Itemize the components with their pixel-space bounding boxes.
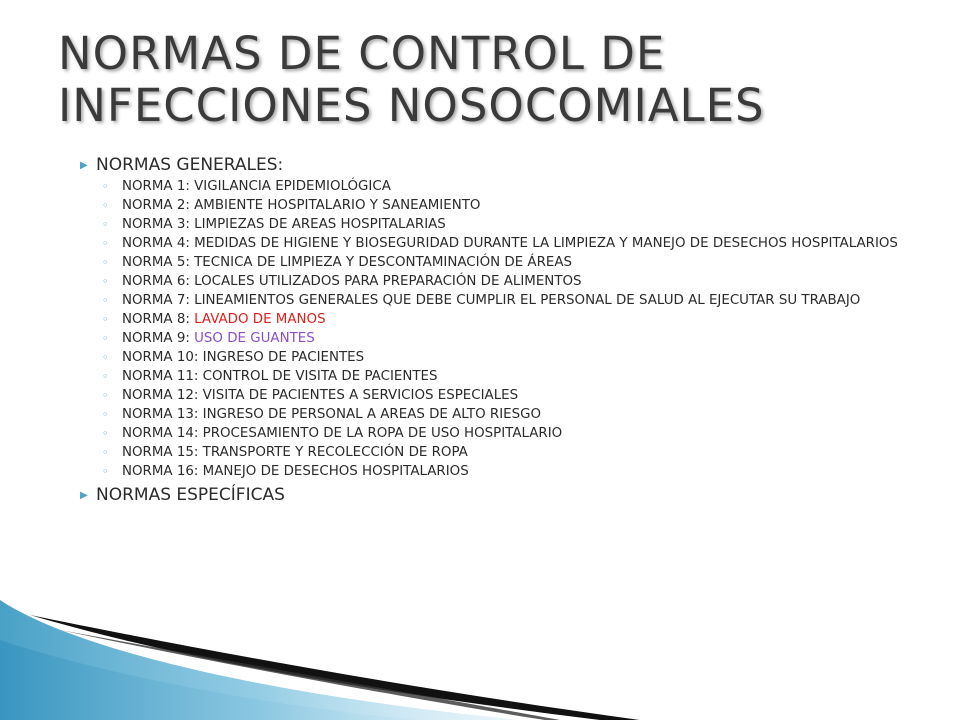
norm-title: VISITA DE PACIENTES A SERVICIOS ESPECIALES: [202, 388, 519, 403]
norm-title: INGRESO DE PERSONAL A AREAS DE ALTO RIESGO: [202, 407, 542, 422]
slide-title: NORMAS DE CONTROL DE INFECCIONES NOSOCOMIALES: [58, 27, 765, 132]
norm-item: [102, 313, 920, 326]
norm-item: [102, 389, 920, 402]
norm-number: NORMA 8:: [122, 312, 195, 327]
section-label: NORMAS ESPECÍFICAS: [96, 485, 285, 505]
norm-number: NORMA 15:: [122, 445, 203, 460]
norm-number: NORMA 10:: [122, 350, 203, 365]
norm-title: LIMPIEZAS DE AREAS HOSPITALARIAS: [194, 217, 446, 232]
norm-number: NORMA 2:: [122, 198, 195, 213]
hollow-circle-icon: ◦: [102, 389, 109, 402]
norm-text: [122, 370, 920, 383]
section-label: NORMAS GENERALES:: [96, 155, 284, 175]
norm-item: [102, 427, 920, 440]
norm-number: NORMA 13:: [122, 407, 203, 422]
norm-text: [122, 465, 920, 478]
hollow-circle-icon: ◦: [102, 180, 109, 193]
norm-title: TECNICA DE LIMPIEZA Y DESCONTAMINACIÓN DE ÁREAS: [194, 255, 572, 270]
norm-item: [102, 408, 920, 421]
hollow-circle-icon: ◦: [102, 199, 109, 212]
norm-number: NORMA 4:: [122, 236, 195, 251]
norm-item: [102, 180, 920, 193]
hollow-circle-icon: ◦: [102, 427, 109, 440]
norm-title: CONTROL DE VISITA DE PACIENTES: [202, 369, 438, 384]
norm-item: [102, 218, 920, 231]
norm-text: [122, 408, 920, 421]
norm-title: MANEJO DE DESECHOS HOSPITALARIOS: [202, 464, 469, 479]
hollow-circle-icon: ◦: [102, 446, 109, 459]
norm-number: NORMA 16:: [122, 464, 203, 479]
section-heading-especificas: [80, 484, 920, 506]
decor-blue-swoosh: [0, 600, 520, 720]
norm-title: MEDIDAS DE HIGIENE Y BIOSEGURIDAD DURANTE LA LIMPIEZA Y MANEJO DE DESECHOS HOSPITALARIOS: [194, 236, 898, 251]
norm-number: NORMA 7:: [122, 293, 195, 308]
norm-number: NORMA 14:: [122, 426, 203, 441]
norm-number: NORMA 11:: [122, 369, 203, 384]
norm-text: [122, 218, 920, 231]
hollow-circle-icon: ◦: [102, 332, 109, 345]
norm-text: [122, 256, 920, 269]
norm-text: [122, 389, 920, 402]
norm-item: [102, 199, 920, 212]
hollow-circle-icon: ◦: [102, 313, 109, 326]
norm-item: [102, 446, 920, 459]
norm-title: USO DE GUANTES: [194, 331, 315, 346]
norm-item: [102, 294, 920, 307]
hollow-circle-icon: ◦: [102, 294, 109, 307]
norm-text: [122, 294, 920, 307]
hollow-circle-icon: ◦: [102, 370, 109, 383]
norm-title: LOCALES UTILIZADOS PARA PREPARACIÓN DE ALIMENTOS: [194, 274, 582, 289]
norm-number: NORMA 3:: [122, 217, 195, 232]
norm-item: [102, 465, 920, 478]
slide-content: [80, 148, 920, 510]
hollow-circle-icon: ◦: [102, 218, 109, 231]
norm-text: [122, 313, 920, 326]
hollow-circle-icon: ◦: [102, 408, 109, 421]
norm-number: NORMA 1:: [122, 179, 195, 194]
hollow-circle-icon: ◦: [102, 351, 109, 364]
hollow-circle-icon: ◦: [102, 465, 109, 478]
norm-title: VIGILANCIA EPIDEMIOLÓGICA: [194, 179, 391, 194]
norm-title: PROCESAMIENTO DE LA ROPA DE USO HOSPITALARIO: [202, 426, 563, 441]
norm-item: [102, 256, 920, 269]
section-heading-generales: [80, 154, 920, 176]
norm-number: NORMA 5:: [122, 255, 195, 270]
norm-text: [122, 275, 920, 288]
right-triangle-icon: ▶: [80, 160, 88, 171]
decor-dark-stroke: [30, 615, 640, 720]
norms-list: [80, 180, 920, 478]
norm-text: [122, 180, 920, 193]
norm-title: INGRESO DE PACIENTES: [202, 350, 365, 365]
right-triangle-icon: ▶: [80, 490, 88, 501]
norm-title: LINEAMIENTOS GENERALES QUE DEBE CUMPLIR EL PERSONAL DE SALUD AL EJECUTAR SU TRABAJO: [194, 293, 861, 308]
hollow-circle-icon: ◦: [102, 275, 109, 288]
decor-blue-swoosh-light: [0, 640, 420, 720]
decor-dark-stroke-thin: [60, 630, 560, 720]
norm-text: [122, 446, 920, 459]
norm-item: [102, 275, 920, 288]
norm-text: [122, 237, 920, 250]
hollow-circle-icon: ◦: [102, 256, 109, 269]
norm-title: AMBIENTE HOSPITALARIO Y SANEAMIENTO: [194, 198, 481, 213]
norm-number: NORMA 6:: [122, 274, 195, 289]
norm-text: [122, 427, 920, 440]
norm-text: [122, 351, 920, 364]
norm-item: [102, 332, 920, 345]
norm-text: [122, 332, 920, 345]
norm-item: [102, 351, 920, 364]
hollow-circle-icon: ◦: [102, 237, 109, 250]
norm-text: [122, 199, 920, 212]
norm-title: LAVADO DE MANOS: [194, 312, 326, 327]
norm-number: NORMA 12:: [122, 388, 203, 403]
norm-item: [102, 237, 920, 250]
norm-number: NORMA 9:: [122, 331, 195, 346]
norm-item: [102, 370, 920, 383]
norm-title: TRANSPORTE Y RECOLECCIÓN DE ROPA: [202, 445, 468, 460]
